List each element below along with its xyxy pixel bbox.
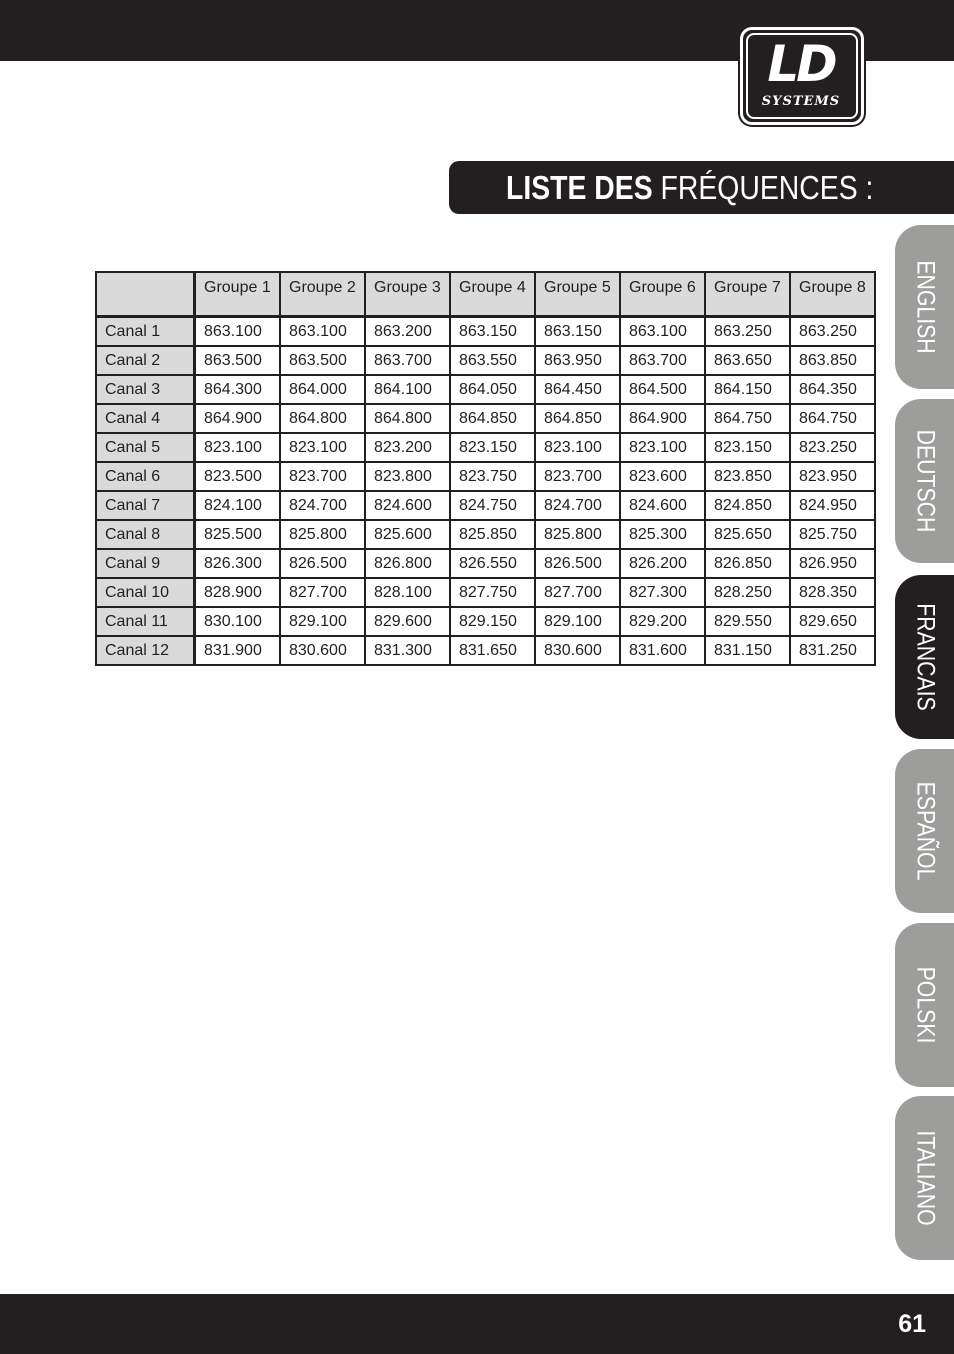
frequency-cell: 824.850 [705,491,790,520]
frequency-cell: 828.100 [365,578,450,607]
table-row [96,636,875,665]
frequency-cell: 826.800 [365,549,450,578]
tab-francais-text: FRANCAIS [911,603,939,711]
frequency-cell: 823.100 [620,433,705,462]
frequency-cell: 823.150 [450,433,535,462]
column-header: Groupe 1 [195,272,281,317]
page-title-banner [449,161,954,214]
column-header: Groupe 5 [535,272,620,317]
table-row [96,491,875,520]
row-label: Canal 4 [96,404,195,433]
frequency-cell: 864.300 [195,375,281,404]
frequency-cell: 824.600 [620,491,705,520]
tab-francais-label [910,594,939,720]
frequency-cell: 864.500 [620,375,705,404]
frequency-cell: 825.800 [535,520,620,549]
frequency-cell: 823.700 [535,462,620,491]
frequency-cell: 863.950 [535,346,620,375]
frequency-cell: 827.300 [620,578,705,607]
frequency-cell: 823.800 [365,462,450,491]
frequency-cell: 823.100 [280,433,365,462]
frequency-cell: 828.900 [195,578,281,607]
table-row [96,578,875,607]
frequency-cell: 863.850 [790,346,875,375]
frequency-cell: 824.700 [535,491,620,520]
frequency-cell: 825.600 [365,520,450,549]
frequency-cell: 863.100 [620,317,705,347]
frequency-cell: 829.200 [620,607,705,636]
frequency-cell: 864.000 [280,375,365,404]
frequency-cell: 829.550 [705,607,790,636]
table-row [96,375,875,404]
column-header: Groupe 7 [705,272,790,317]
frequency-cell: 864.100 [365,375,450,404]
frequency-cell: 828.250 [705,578,790,607]
frequency-cell: 863.650 [705,346,790,375]
frequency-cell: 826.500 [280,549,365,578]
tab-italiano-label [910,1122,939,1234]
page-title-light: FRÉQUENCES : [660,169,874,206]
frequency-cell: 829.650 [790,607,875,636]
frequency-cell: 824.600 [365,491,450,520]
frequency-cell: 863.150 [450,317,535,347]
frequency-cell: 823.850 [705,462,790,491]
frequency-cell: 823.750 [450,462,535,491]
frequency-cell: 825.500 [195,520,281,549]
frequency-cell: 829.150 [450,607,535,636]
frequency-cell: 823.500 [195,462,281,491]
row-label: Canal 10 [96,578,195,607]
table-row [96,607,875,636]
tab-francais[interactable] [895,575,954,739]
table-row [96,462,875,491]
tab-deutsch-text: DEUTSCH [911,429,939,533]
ld-systems-logo [740,27,864,125]
tab-polski[interactable] [895,923,954,1087]
frequency-cell: 864.800 [280,404,365,433]
frequency-cell: 831.300 [365,636,450,665]
table-corner-cell [96,272,195,317]
frequency-cell: 824.100 [195,491,281,520]
tab-polski-text: POLSKI [911,966,939,1044]
frequency-cell: 863.250 [705,317,790,347]
frequency-cell: 826.550 [450,549,535,578]
row-label: Canal 9 [96,549,195,578]
frequency-cell: 827.750 [450,578,535,607]
tab-english-text: ENGLISH [911,260,939,354]
frequency-cell: 830.600 [280,636,365,665]
table-row [96,346,875,375]
frequency-cell: 863.500 [195,346,281,375]
page-number: 61 [898,1310,926,1338]
frequency-cell: 864.850 [535,404,620,433]
logo-systems-text: SYSTEMS [761,94,841,109]
frequency-cell: 829.100 [535,607,620,636]
frequency-cell: 826.300 [195,549,281,578]
frequency-cell: 863.250 [790,317,875,347]
frequency-cell: 825.800 [280,520,365,549]
frequency-cell: 823.250 [790,433,875,462]
page-title [506,168,873,208]
table-row [96,520,875,549]
tab-english-label [910,252,939,362]
table-body [96,317,875,666]
frequency-cell: 864.150 [705,375,790,404]
row-label: Canal 6 [96,462,195,491]
tab-italiano-text: ITALIANO [911,1130,939,1226]
row-label: Canal 12 [96,636,195,665]
column-header: Groupe 4 [450,272,535,317]
row-label: Canal 11 [96,607,195,636]
frequency-cell: 825.300 [620,520,705,549]
frequency-table [95,271,876,666]
row-label: Canal 7 [96,491,195,520]
frequency-cell: 827.700 [535,578,620,607]
frequency-cell: 863.700 [620,346,705,375]
frequency-cell: 864.850 [450,404,535,433]
frequency-cell: 828.350 [790,578,875,607]
tab-espanol[interactable] [895,749,954,913]
frequency-cell: 826.200 [620,549,705,578]
frequency-cell: 823.950 [790,462,875,491]
page-title-bold: LISTE DES [506,169,653,206]
table-row [96,317,875,347]
frequency-cell: 826.950 [790,549,875,578]
frequency-cell: 830.600 [535,636,620,665]
language-tabs [895,0,954,1354]
tab-espanol-label [910,773,939,889]
frequency-cell: 829.100 [280,607,365,636]
frequency-cell: 864.050 [450,375,535,404]
frequency-cell: 864.450 [535,375,620,404]
frequency-cell: 863.200 [365,317,450,347]
row-label: Canal 2 [96,346,195,375]
frequency-cell: 824.700 [280,491,365,520]
frequency-cell: 864.750 [790,404,875,433]
row-label: Canal 3 [96,375,195,404]
frequency-cell: 823.100 [195,433,281,462]
frequency-cell: 823.700 [280,462,365,491]
frequency-cell: 863.500 [280,346,365,375]
tab-polski-label [910,960,939,1050]
logo-ld-text: LD [767,35,835,93]
frequency-cell: 831.900 [195,636,281,665]
frequency-cell: 823.200 [365,433,450,462]
column-header: Groupe 8 [790,272,875,317]
frequency-cell: 863.100 [280,317,365,347]
column-header: Groupe 6 [620,272,705,317]
row-label: Canal 1 [96,317,195,347]
frequency-cell: 864.900 [195,404,281,433]
frequency-cell: 823.600 [620,462,705,491]
bottom-bar [0,1294,954,1354]
frequency-cell: 864.800 [365,404,450,433]
frequency-cell: 831.600 [620,636,705,665]
table-header-row [96,272,875,317]
frequency-cell: 826.850 [705,549,790,578]
frequency-cell: 829.600 [365,607,450,636]
row-label: Canal 8 [96,520,195,549]
frequency-cell: 863.700 [365,346,450,375]
frequency-cell: 863.150 [535,317,620,347]
frequency-cell: 864.350 [790,375,875,404]
frequency-cell: 824.750 [450,491,535,520]
frequency-cell: 863.550 [450,346,535,375]
tab-english[interactable] [895,225,954,389]
table-row [96,549,875,578]
frequency-cell: 864.900 [620,404,705,433]
table-row [96,404,875,433]
frequency-cell: 827.700 [280,578,365,607]
frequency-cell: 830.100 [195,607,281,636]
frequency-cell: 831.250 [790,636,875,665]
table-row [96,433,875,462]
frequency-cell: 823.150 [705,433,790,462]
frequency-cell: 825.850 [450,520,535,549]
column-header: Groupe 3 [365,272,450,317]
frequency-cell: 824.950 [790,491,875,520]
frequency-cell: 825.750 [790,520,875,549]
frequency-cell: 831.650 [450,636,535,665]
row-label: Canal 5 [96,433,195,462]
column-header: Groupe 2 [280,272,365,317]
tab-italiano[interactable] [895,1096,954,1260]
frequency-cell: 825.650 [705,520,790,549]
tab-deutsch[interactable] [895,399,954,563]
frequency-cell: 823.100 [535,433,620,462]
tab-deutsch-label [910,421,939,542]
frequency-cell: 864.750 [705,404,790,433]
frequency-cell: 831.150 [705,636,790,665]
tab-espanol-text: ESPAÑOL [911,781,939,881]
frequency-cell: 826.500 [535,549,620,578]
frequency-cell: 863.100 [195,317,281,347]
